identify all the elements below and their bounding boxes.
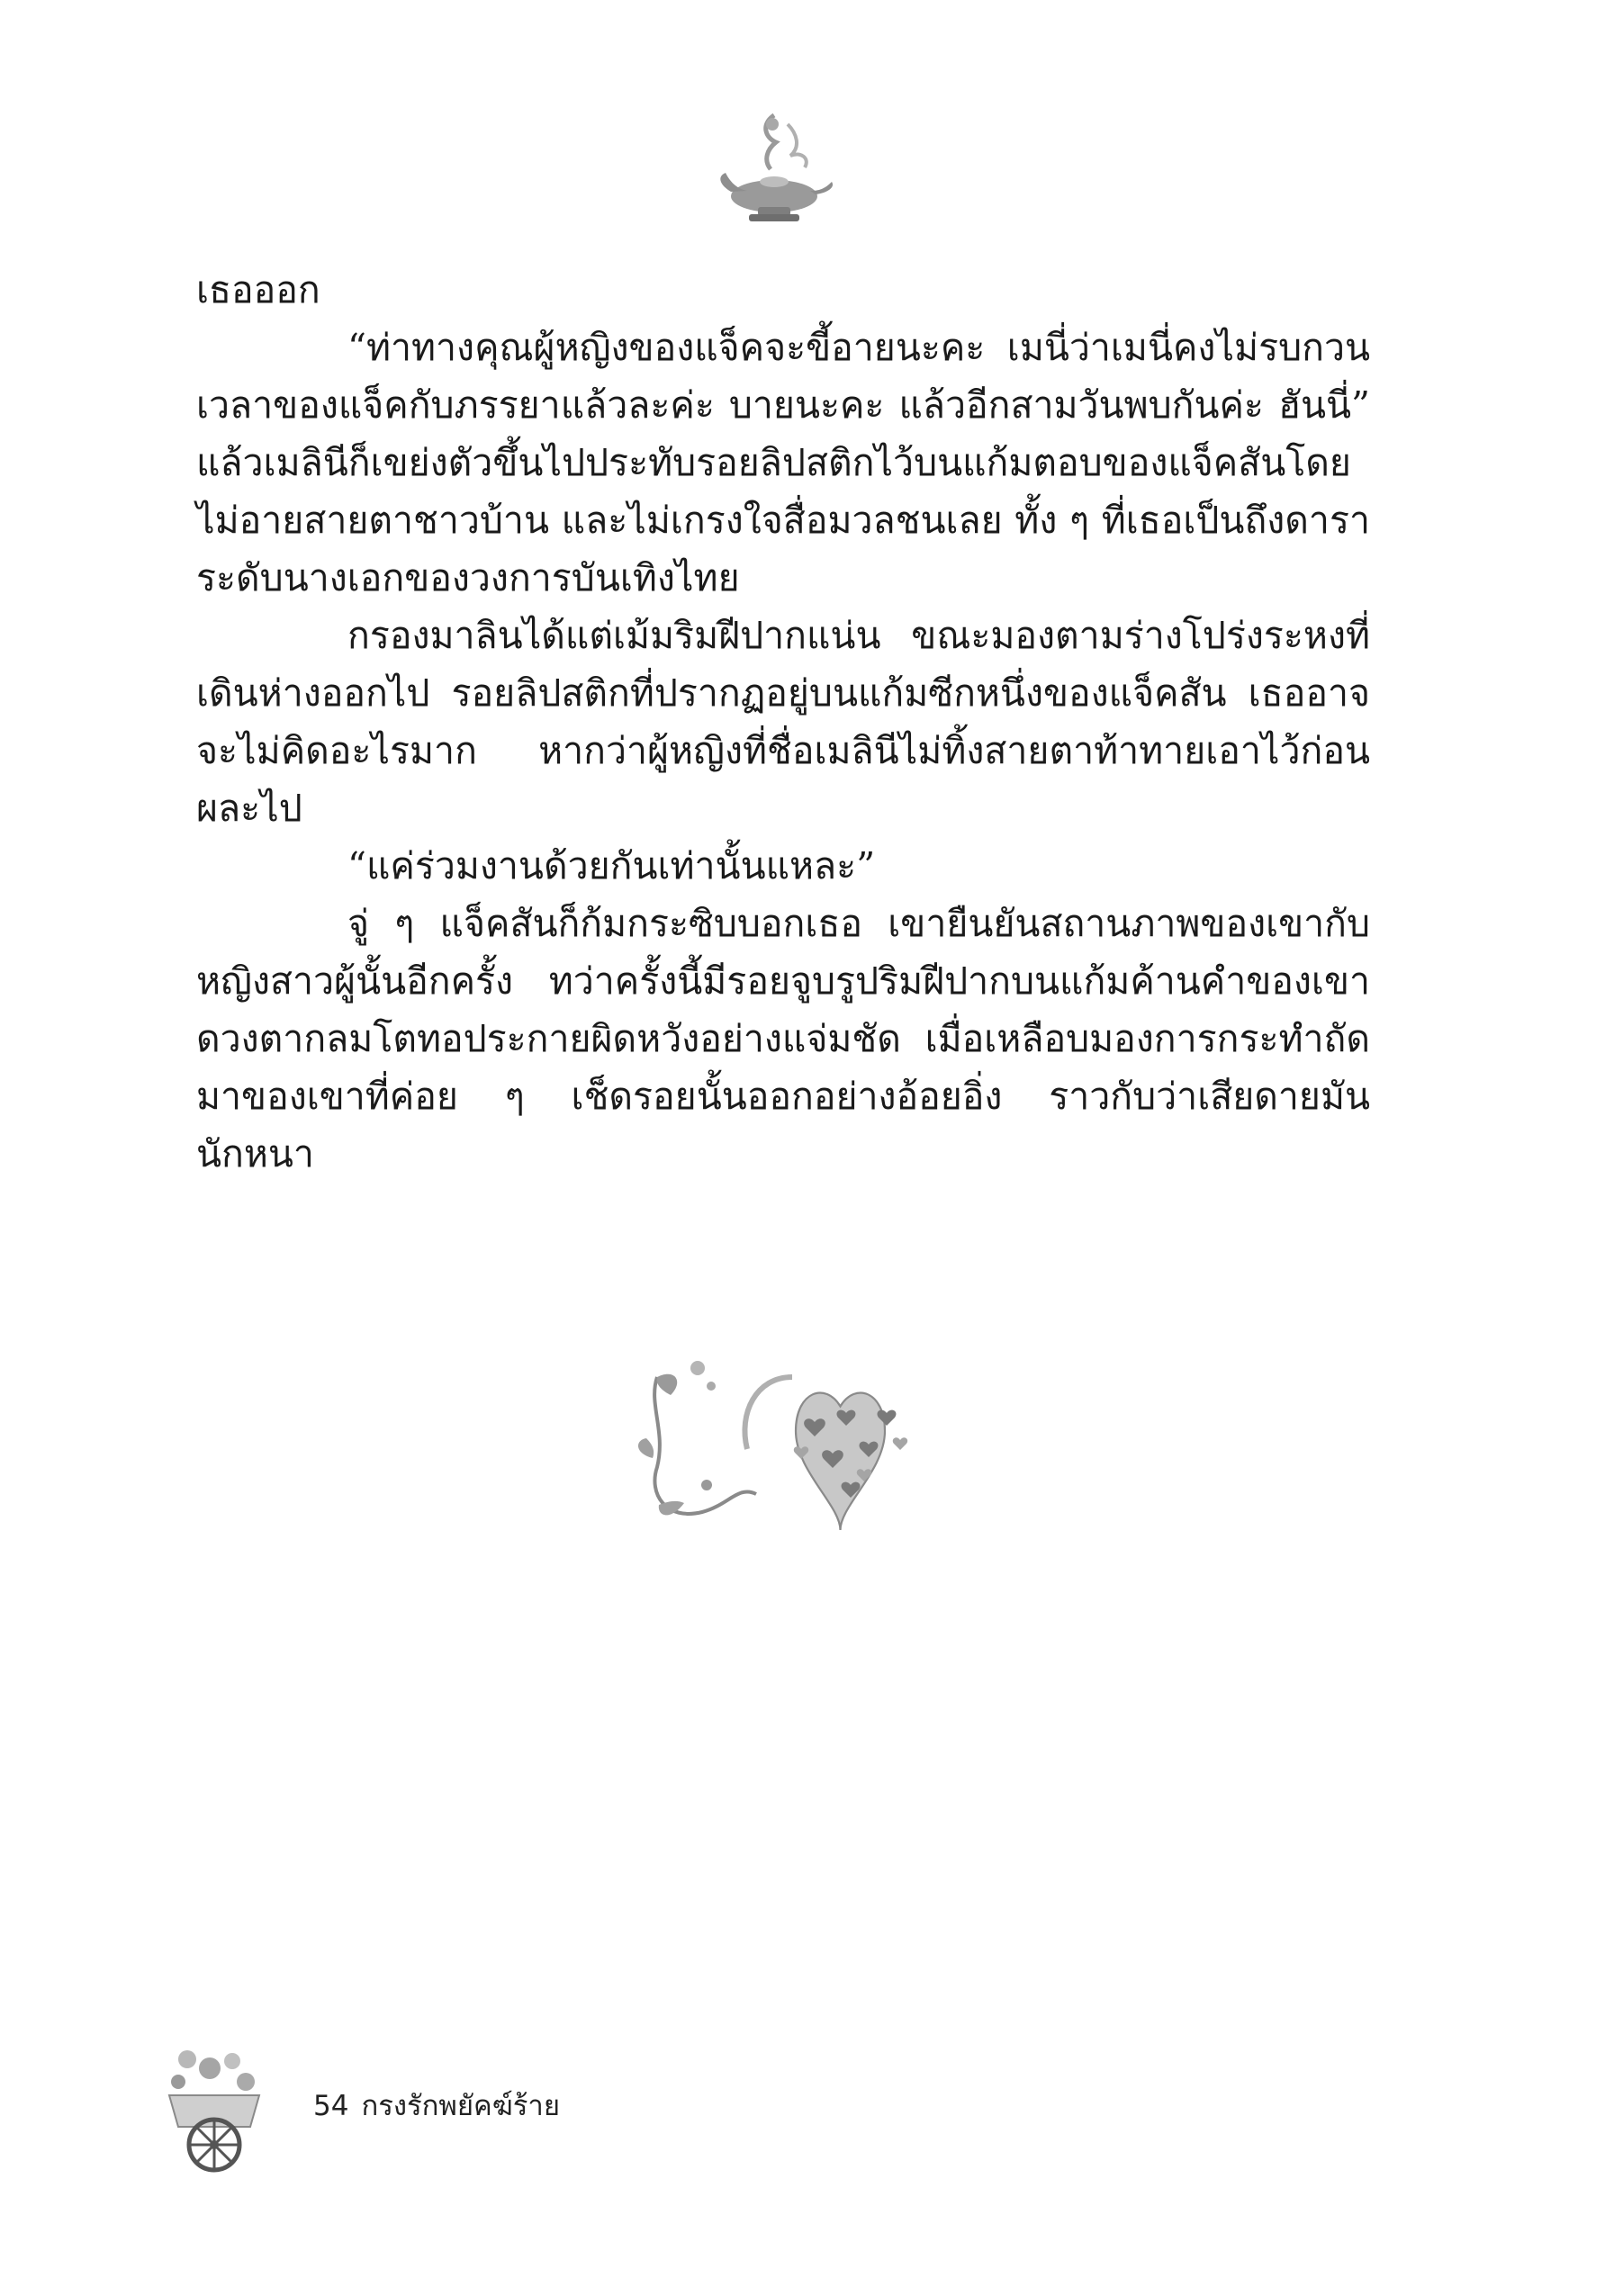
genie-lamp-icon — [711, 106, 837, 232]
body-text — [196, 261, 1370, 1183]
flower-cart-icon — [160, 2041, 268, 2176]
page-number: 54 — [313, 2090, 349, 2122]
heart-flower-ornament-icon — [630, 1350, 936, 1557]
paragraph-1: เธอออก — [196, 268, 320, 311]
book-title: กรงรักพยัคฆ์ร้าย — [361, 2090, 560, 2122]
paragraph-5: จู่ ๆ แจ็คสันก็ก้มกระซิบบอกเธอ เขายืนยันสถานภาพของเขากับหญิงสาวผู้นั้นอีกครั้ง ทว่าครั้งนี้มีรอยจูบรูปริมฝีปากบนแก้มค้านคำของเขา ดวงตากลมโตทอประกายผิดหวังอย่างแจ่มชัด เมื่อเหลือบมองการกระทำถัดมาของเขาที่ค่อย ๆ เช็ดรอยนั้นออกอย่างอ้อยอิ่ง ราวกับว่าเสียดายมันนักหนา — [196, 902, 1370, 1175]
paragraph-3: กรองมาลินได้แต่เม้มริมฝีปากแน่น ขณะมองตามร่างโปร่งระหงที่เดินห่างออกไป รอยลิปสติกที่ปรากฏอยู่บนแก้มซีกหนึ่งของแจ็คสัน เธออาจจะไม่คิดอะไรมาก หากว่าผู้หญิงที่ชื่อเมลินีไม่ทิ้งสายตาท้าทายเอาไว้ก่อนผละไป — [196, 614, 1370, 830]
paragraph-2: “ท่าทางคุณผู้หญิงของแจ็คจะขี้อายนะคะ เมนี่ว่าเมนี่คงไม่รบกวนเวลาของแจ็คกับภรรยาแล้วละค่ะ บายนะคะ แล้วอีกสามวันพบกันค่ะ ฮันนี่” แล้วเมลินีก็เขย่งตัวขึ้นไปประทับรอยลิปสติกไว้บนแก้มตอบของแจ็คสันโดยไม่อายสายตาชาวบ้าน และไม่เกรงใจสื่อมวลชนเลย ทั้ง ๆ ที่เธอเป็นถึงดาราระดับนางเอกของวงการบันเทิงไทย — [196, 326, 1370, 599]
paragraph-4: “แค่ร่วมงานด้วยกันเท่านั้นแหละ” — [347, 844, 876, 887]
page-footer — [313, 2083, 573, 2128]
